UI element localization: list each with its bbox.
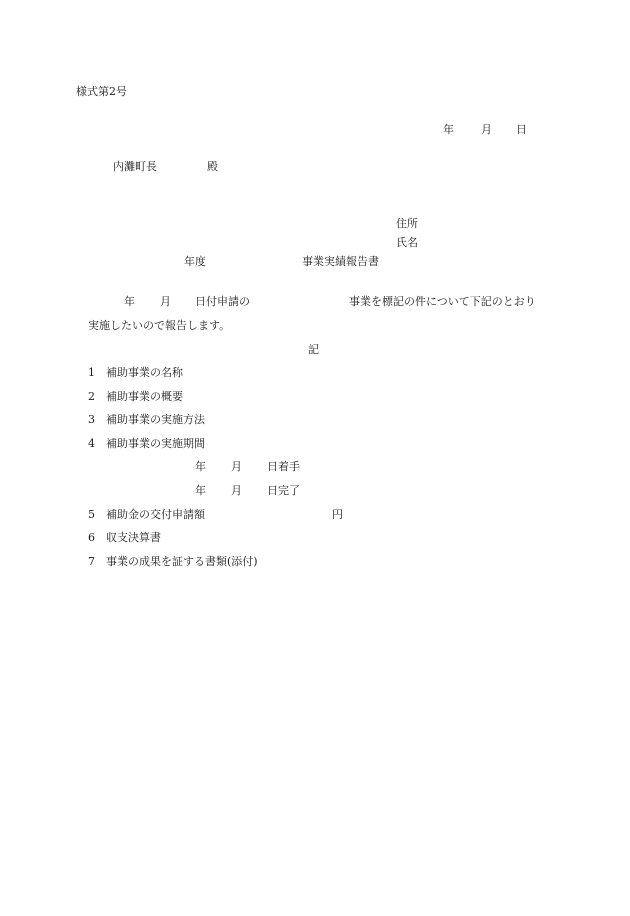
item-number: 6 — [88, 531, 95, 544]
report-title: 事業実績報告書 — [302, 255, 379, 268]
item-label: 収支決算書 — [106, 531, 161, 544]
period-end-year: 年 — [195, 484, 206, 497]
item-number: 7 — [88, 555, 95, 568]
addressee-name: 内灘町長 — [113, 160, 157, 173]
addressee-honorific: 殿 — [207, 160, 218, 173]
date-year-label: 年 — [443, 123, 454, 136]
item-label: 補助事業の名称 — [106, 366, 183, 379]
period-start-month: 月 — [231, 460, 242, 473]
body-year-label: 年 — [124, 295, 135, 308]
date-month-label: 月 — [481, 123, 492, 136]
item-number: 4 — [88, 437, 95, 450]
period-start-year: 年 — [195, 460, 206, 473]
form-number: 様式第2号 — [76, 85, 127, 98]
body-line-2: 実施したいので報告します。 — [88, 319, 231, 332]
applicant-name-label: 氏名 — [396, 236, 418, 249]
applicant-address-label: 住所 — [396, 217, 418, 230]
period-end-day: 日完了 — [267, 484, 300, 497]
item-label: 補助事業の実施方法 — [106, 413, 205, 426]
item-number: 1 — [88, 366, 95, 379]
body-day-request-label: 日付申請の — [195, 295, 250, 308]
item-number: 3 — [88, 413, 95, 426]
item-number: 5 — [88, 508, 95, 521]
yen-label: 円 — [332, 508, 343, 521]
fiscal-year-label: 年度 — [184, 255, 206, 268]
period-end-month: 月 — [231, 484, 242, 497]
date-day-label: 日 — [516, 123, 527, 136]
period-start-day: 日着手 — [267, 460, 300, 473]
item-label: 補助金の交付申請額 — [106, 508, 205, 521]
ki-label: 記 — [308, 343, 319, 356]
item-number: 2 — [88, 390, 95, 403]
item-label: 事業の成果を証する書類(添付) — [106, 555, 258, 568]
body-month-label: 月 — [160, 295, 171, 308]
item-label: 補助事業の概要 — [106, 390, 183, 403]
body-sentence-end: 事業を標記の件について下記のとおり — [349, 295, 536, 308]
item-label: 補助事業の実施期間 — [106, 437, 205, 450]
